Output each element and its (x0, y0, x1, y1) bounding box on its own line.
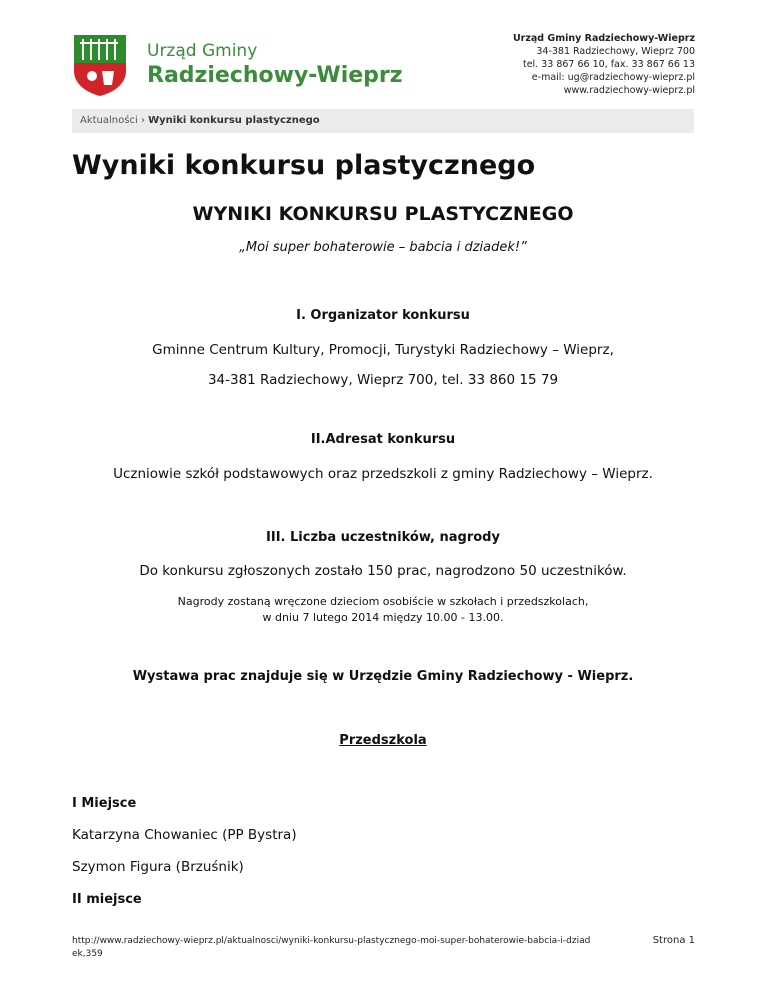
section-addressee-title: II.Adresat konkursu (310, 432, 456, 447)
participants-text: Do konkursu zgłoszonych zostało 150 prac, nagrodzono 50 uczestników. (139, 563, 627, 579)
section-organizer-title: I. Organizator konkursu (296, 308, 470, 323)
awards-line-2: w dniu 7 lutego 2014 między 10.00 - 13.00. (262, 611, 504, 624)
contact-email[interactable]: e-mail: ug@radziechowy-wieprz.pl (531, 72, 695, 83)
page-number: Strona 1 (652, 935, 695, 946)
contact-website[interactable]: www.radziechowy-wieprz.pl (563, 85, 695, 96)
breadcrumb (72, 109, 694, 133)
awards-line-1: Nagrody zostaną wręczone dzieciom osobiście w szkołach i przedszkolach, (177, 595, 589, 608)
coat-of-arms-logo (72, 33, 128, 97)
breadcrumb-current: Wyniki konkursu plastycznego (148, 115, 320, 126)
section-participants-title: III. Liczba uczestników, nagrody (266, 530, 500, 545)
breadcrumb-separator-icon: › (140, 115, 145, 126)
contact-phone: tel. 33 867 66 10, fax. 33 867 66 13 (522, 59, 695, 70)
exhibition-note: Wystawa prac znajduje się w Urzędzie Gminy Radziechowy - Wieprz. (132, 669, 634, 684)
contact-address: 34-381 Radziechowy, Wieprz 700 (536, 46, 695, 57)
footer-url[interactable]: http://www.radziechowy-wieprz.pl/aktualnosci/wyniki-konkursu-plastycznego-moi-super-bohaterowie-babcia-i-dziadek,359 (72, 936, 591, 959)
organizer-line-1: Gminne Centrum Kultury, Promocji, Turystyki Radziechowy – Wieprz, (152, 342, 614, 358)
addressee-text: Uczniowie szkół podstawowych oraz przedszkoli z gminy Radziechowy – Wieprz. (113, 466, 653, 482)
place-2-label: II miejsce (72, 892, 142, 907)
winner-entry: Katarzyna Chowaniec (PP Bystra) (72, 827, 297, 843)
contest-slogan: „Moi super bohaterowie – babcia i dziadek!” (239, 240, 527, 255)
article-heading: WYNIKI KONKURSU PLASTYCZNEGO (192, 203, 574, 225)
contact-info (513, 32, 695, 97)
place-1-label: I Miejsce (72, 796, 137, 811)
contact-name: Urząd Gminy Radziechowy-Wieprz (512, 33, 695, 44)
category-heading: Przedszkola (339, 733, 427, 748)
winner-entry: Szymon Figura (Brzuśnik) (72, 859, 244, 875)
org-name-large: Radziechowy-Wieprz (147, 63, 403, 88)
page-title: Wyniki konkursu plastycznego (72, 150, 536, 181)
organizer-line-2: 34-381 Radziechowy, Wieprz 700, tel. 33 860 15 79 (207, 372, 559, 388)
org-name-small: Urząd Gminy (147, 41, 258, 61)
breadcrumb-parent-link[interactable]: Aktualności (80, 115, 138, 126)
